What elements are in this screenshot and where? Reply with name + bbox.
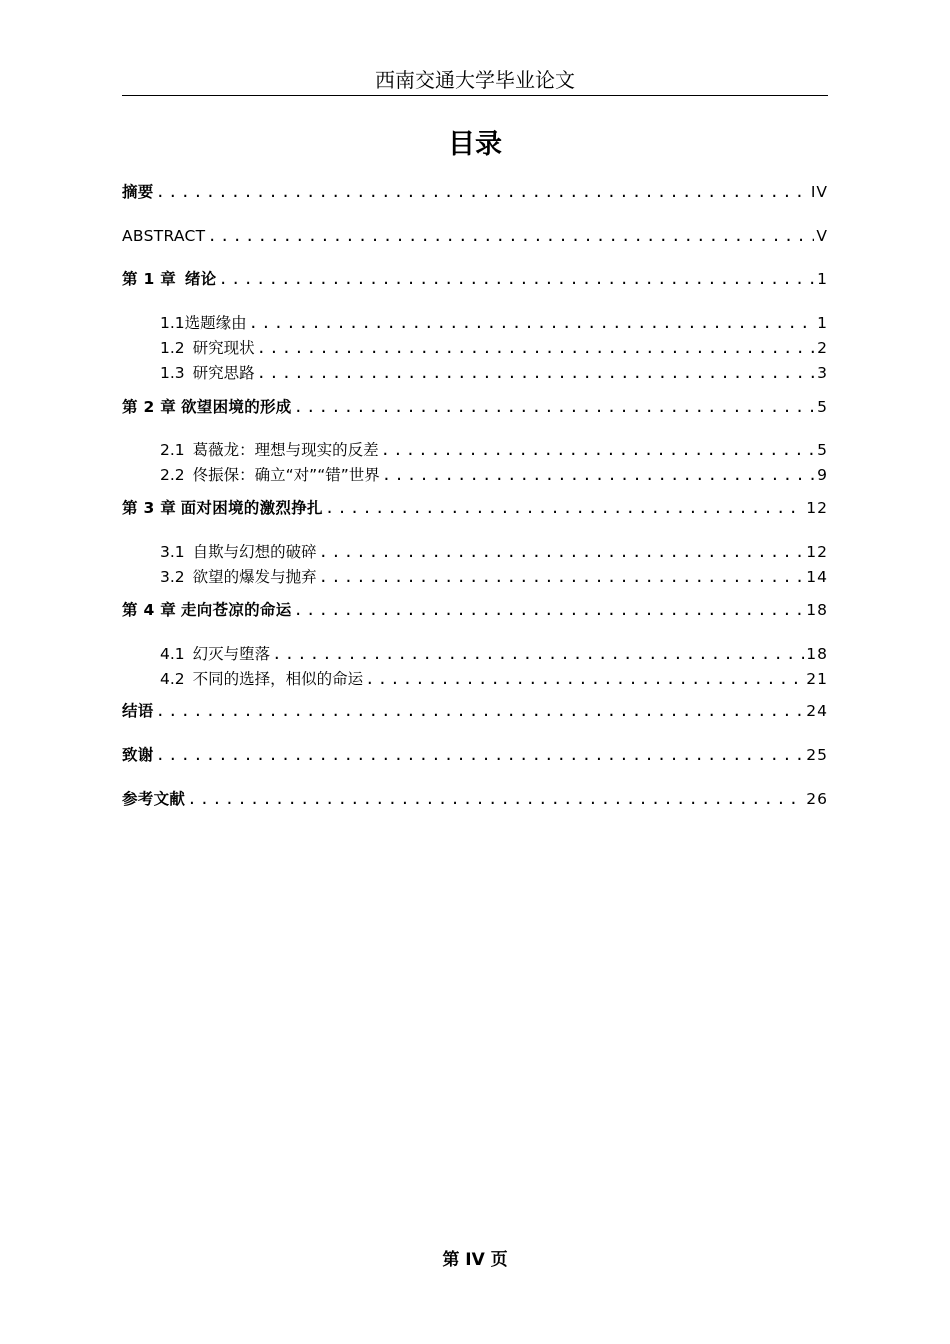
toc-entry-number: 第 2 章 [122, 398, 177, 416]
toc-entry-title: 葛薇龙：理想与现实的反差 [192, 441, 379, 459]
toc-leader-dots [257, 362, 815, 384]
toc-entry-title: 选题缘由 [184, 314, 247, 332]
toc-entry-abstract-en[interactable] [122, 225, 828, 247]
toc-leader-dots [218, 268, 815, 290]
toc-entry-abstract-cn[interactable] [122, 181, 828, 203]
toc-entry-number: 1.2 [160, 339, 185, 357]
toc-entry-section-4-2[interactable] [160, 668, 828, 690]
toc-entry-number: 1.1 [160, 314, 185, 332]
toc-entry-page: 12 [806, 499, 828, 517]
toc-leader-dots [381, 439, 815, 461]
toc-entry-number: 1.3 [160, 364, 185, 382]
toc-entry-section-3-2[interactable] [160, 566, 828, 588]
toc-title: 目录 [448, 129, 502, 160]
toc-entry-title: 研究现状 [192, 339, 255, 357]
toc-entry-page: 25 [806, 746, 828, 764]
toc-entry-title: 自欺与幻想的破碎 [192, 543, 317, 561]
header-divider [122, 95, 828, 96]
toc-entry-title: 欲望困境的形成 [181, 398, 292, 416]
toc-leader-dots [294, 396, 816, 418]
toc-entry-page: 1 [817, 270, 828, 288]
toc-leader-dots [325, 497, 804, 519]
toc-entry-title: 研究思路 [192, 364, 255, 382]
toc-entry-number: 3.2 [160, 568, 185, 586]
toc-entry-section-4-1[interactable] [160, 643, 828, 665]
toc-entry-references[interactable] [122, 788, 828, 810]
toc-entry-conclusion[interactable] [122, 700, 828, 722]
toc-leader-dots [187, 788, 804, 810]
toc-entry-page: IV [810, 183, 828, 201]
toc-entry-section-1-2[interactable] [160, 337, 828, 359]
toc-entry-number: 4.2 [160, 670, 185, 688]
toc-entry-chapter-3[interactable] [122, 497, 828, 519]
toc-leader-dots [207, 225, 814, 247]
toc-entry-page: 9 [817, 466, 828, 484]
toc-entry-section-1-1[interactable] [160, 312, 828, 334]
toc-entry-page: 3 [817, 364, 828, 382]
toc-entry-title: ABSTRACT [122, 227, 206, 245]
toc-entry-title: 不同的选择，相似的命运 [192, 670, 364, 688]
toc-entry-chapter-1[interactable] [122, 268, 828, 290]
toc-entry-section-1-3[interactable] [160, 362, 828, 384]
toc-entry-section-2-1[interactable] [160, 439, 828, 461]
toc-entry-page: 26 [806, 790, 828, 808]
toc-entry-chapter-4[interactable] [122, 599, 828, 621]
document-header-title: 西南交通大学毕业论文 [375, 68, 575, 92]
toc-leader-dots [382, 464, 815, 486]
toc-entry-section-3-1[interactable] [160, 541, 828, 563]
toc-leader-dots [156, 181, 809, 203]
toc-entry-number: 3.1 [160, 543, 185, 561]
toc-leader-dots [156, 744, 805, 766]
toc-entry-page: 18 [806, 645, 828, 663]
toc-entry-title: 致谢 [122, 746, 154, 764]
toc-entry-page: 12 [806, 543, 828, 561]
toc-entry-title: 走向苍凉的命运 [180, 601, 292, 619]
toc-entry-page: 21 [806, 670, 828, 688]
toc-entry-acknowledgements[interactable] [122, 744, 828, 766]
toc-entry-page: 1 [817, 314, 828, 332]
toc-entry-number: 2.1 [160, 441, 185, 459]
toc-entry-page: 2 [817, 339, 828, 357]
toc-entry-number: 2.2 [160, 466, 185, 484]
toc-entry-number: 第 3 章 [122, 499, 177, 517]
toc-entry-chapter-2[interactable] [122, 396, 828, 418]
toc-leader-dots [294, 599, 805, 621]
page-number-footer: 第 IV 页 [442, 1250, 508, 1270]
toc-leader-dots [365, 668, 804, 690]
toc-entry-title: 摘要 [122, 183, 154, 201]
toc-entry-section-2-2[interactable] [160, 464, 828, 486]
toc-entry-title: 欲望的爆发与抛弃 [192, 568, 317, 586]
toc-entry-page: 18 [806, 601, 828, 619]
toc-leader-dots [319, 541, 805, 563]
toc-leader-dots [249, 312, 815, 334]
toc-entry-number: 4.1 [160, 645, 185, 663]
toc-entry-title: 结语 [122, 702, 154, 720]
toc-entry-title: 幻灭与堕落 [192, 645, 271, 663]
toc-leader-dots [156, 700, 805, 722]
toc-leader-dots [272, 643, 804, 665]
toc-entry-number: 第 4 章 [122, 601, 177, 619]
toc-entry-page: V [816, 227, 828, 245]
toc-entry-page: 5 [817, 398, 828, 416]
toc-entry-title: 面对困境的激烈挣扎 [180, 499, 323, 517]
toc-entry-number: 第 1 章 [122, 270, 177, 288]
toc-leader-dots [257, 337, 815, 359]
toc-leader-dots [319, 566, 805, 588]
toc-entry-title: 绪论 [184, 270, 217, 288]
toc-entry-title: 佟振保：确立“对”“错”世界 [192, 466, 380, 484]
toc-entry-page: 24 [806, 702, 828, 720]
toc-entry-page: 14 [806, 568, 828, 586]
toc-entry-page: 5 [817, 441, 828, 459]
toc-entry-title: 参考文献 [122, 790, 186, 808]
